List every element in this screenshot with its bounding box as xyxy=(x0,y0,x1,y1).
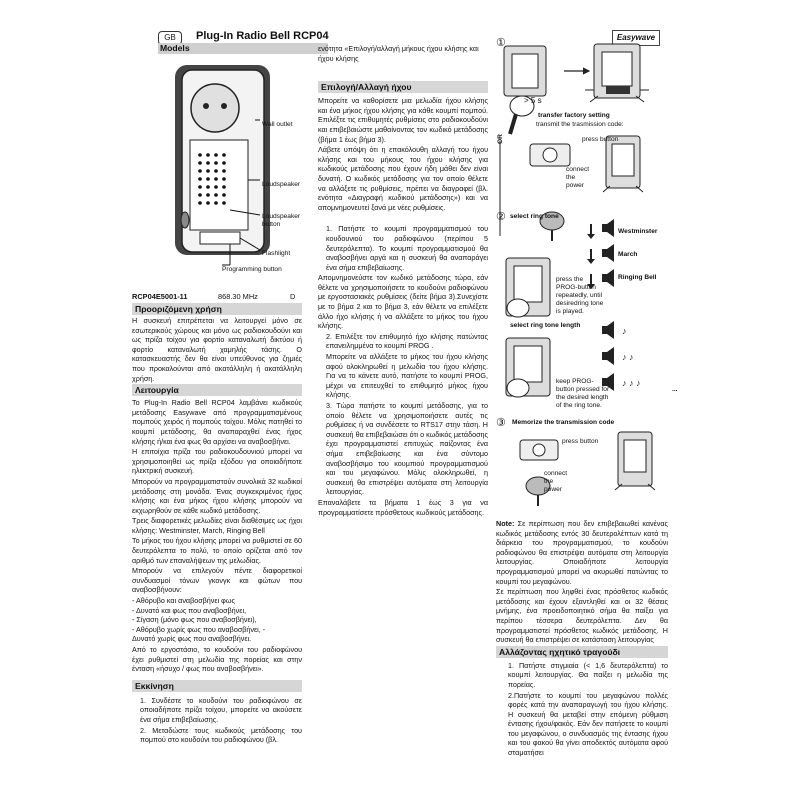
diagram-device-2 xyxy=(603,136,643,192)
change-p1: 1. Πατήστε στιγμιαία (< 1,6 δευτερόλεπτα) το κουμπί λειτουργίας. Θα παίξει η μελωδία της πορείας. xyxy=(508,660,668,689)
startup-p1: 1. Συνδέστε το κουδούνι του ραδιοφώνου σε οποιαδήποτε πρίζα τοίχου, μπορείτε να ακούσετε ένα σήμα επιβεβαίωσης. xyxy=(140,695,302,724)
label-ringing-bell: Ringing Bell xyxy=(618,274,657,281)
diagram-device-1b xyxy=(585,44,649,102)
label-transfer-factory: transfer factory setting xyxy=(538,112,610,119)
startup-p2: 2. Μεταδώστε τους κωδικούς μετάδοσης του πομπού στο κουδούνι του ραδιοφώνου (βλ. xyxy=(140,725,302,745)
label-westminster: Westminster xyxy=(618,228,658,235)
select-p1: Μπορείτε να καθορίσετε μια μελωδία ήχου κλήσης και ένα μήκος ήχου κλήσης για κάθε κουμπί πομπού. Επιλέξτε τις επιθυμητές ρυθμίσεις στο ραδιοκουδούνι και επιβεβαιώστε μαθαίνοντας τον κωδικό μετάδοσης (βήμα 1 έως βήμα 3). xyxy=(318,96,488,144)
diagram-device-4 xyxy=(506,338,550,397)
label-ellipsis: ... xyxy=(672,386,678,393)
operation-p2: Η επιτοίχια πρίζα του ραδιοκουδουνιού μπορεί να χρησιμοποιηθεί ως πρίζα εξόδου για οποιαδήποτε ηλεκτρική συσκευή. xyxy=(132,447,302,476)
label-transmit-code: transmit the trasmission code: xyxy=(536,121,624,128)
diagram-device-5 xyxy=(615,432,655,490)
heading-select-tone: Επιλογή/Αλλαγή ήχου xyxy=(318,81,488,93)
model-letter: D xyxy=(290,292,296,301)
label-press-prog: press the PROG-button repeatedly, until desiredring tone is played. xyxy=(556,276,604,315)
step-3b: Επαναλάβετε τα βήματα 1 έως 3 για να προγραμματίσετε πρόσθετους κωδικούς μετάδοσης. xyxy=(318,497,488,517)
label-keep-prog: keep PROG- button pressed for the desired length of the ring tone. xyxy=(556,378,610,409)
select-top-text: ενότητα «Επιλογή/αλλαγή μήκους ήχου κλήσης και ήχου κλήσης xyxy=(318,44,479,63)
column-2 xyxy=(318,44,488,518)
heading-change-tone: Αλλάζοντας ηχητικό τραγούδι xyxy=(496,646,668,658)
device-illustration xyxy=(160,60,330,285)
step-1b: Απομνημονεύστε τον κωδικό μετάδοσης τώρα, εάν θέλετε να χρησιμοποιήσετε το κουδούνι ραδιοφώνου με εργοστασιακές ρυθμίσεις (δείτε βήμα 3).Συνεχίστε με το βήμα 2 και το βήμα 3, εάν θέλετε να επιλέξετε άλλο ήχο κλήσης ή να αλλάξετε το μήκος του ήχου κλήσης. xyxy=(318,273,488,331)
label-loudspeaker-button: Loudspeaker button xyxy=(262,213,301,228)
label-flashlight: Flashlight xyxy=(262,250,291,257)
operation-p4: Τρεις διαφορετικές μελωδίες είναι διαθέσιμες ως ήχοι κλήσης: Westminster, March, Ringing Bell xyxy=(132,516,302,535)
svg-text:♪ ♪: ♪ ♪ xyxy=(622,352,634,362)
model-code: RCP04E5001-11 xyxy=(132,292,188,301)
select-p2: Λάβετε υπόψη ότι η επακόλουθη αλλαγή του ήχου κλήσης και του μήκους του ήχου κλήσης για κωδικούς μετάδοσης που έχουν ήδη μάθει δεν είναι δυνατή. Ο κωδικός μετάδοσης για τον οποίο θέλετε να αλλάξετε τις ρυθμίσεις, πρέπει να διαγραφεί (βλ. ενότητα «Διαγραφή κωδικού μετάδοσης») και να απομνημονευτεί ξανά με νέες ρυθμίσεις. xyxy=(318,145,488,212)
heading-intended-use: Προοριζόμενη χρήση xyxy=(132,303,302,315)
label-or: OR xyxy=(496,134,504,144)
label-loudspeaker: Loudspeaker xyxy=(262,181,301,188)
operation-p5: Το μήκος του ήχου κλήσης μπορεί να ρυθμιστεί σε 60 δευτερόλεπτα το πολύ, το οποίο ορίζεται από τον αριθμό των επαναλήψεων της μελωδίας. xyxy=(132,536,302,565)
operation-list: - Αθόρυβο και αναβοσβήνει φως - Δυνατό και φως που αναβοσβήνει, - Σίγαση (μόνο φως που αναβοσβήνει), - Αθόρυβο χωρίς φως που αναβοσβήνει, - Δυνατό χωρίς φως που αναβοσβήνει. xyxy=(132,596,266,644)
diagram-device-3 xyxy=(506,258,550,317)
label-press-button-2: press button xyxy=(562,438,599,445)
model-frequency: 868.30 MHz xyxy=(218,292,258,301)
operation-p1: Το Plug-In Radio Bell RCP04 λαμβάνει κωδικούς μετάδοσης Easywave από προγραμματισμένους πομπούς χειρός ή πομπούς τοίχου. Μόλις πατηθεί το κουμπί μετάδοσης, θα αναπαραχθεί ένας ήχος κλήσης ή/και ένα φως θα αρχίσει να αναβοσβήνει. xyxy=(132,398,302,446)
note-paragraph xyxy=(496,519,668,586)
label-programming-button: Programming button xyxy=(222,266,282,273)
diagram-step-3-number: ③ xyxy=(496,417,506,429)
heading-startup: Εκκίνηση xyxy=(132,680,302,692)
operation-p7: Από το εργοστάσιο, το κουδούνι του ραδιοφώνου έχει ρυθμιστεί στη μελωδία της πορείας και στην ένταση «ήσυχο / φως που αναβοσβήνει». xyxy=(132,645,302,674)
step-1: 1. Πατήστε το κουμπί προγραμματισμού του κουδουνιού του ραδιοφώνου (περίπου 5 δευτερόλεπτα). Το κουμπί προγραμματισμού θα αναβοσβήνει αργά και η συσκευή θα αναπαράγει ένα σήμα επιβεβαίωσης. xyxy=(326,224,488,272)
column-1 xyxy=(132,316,302,746)
label-march: March xyxy=(618,251,638,258)
note-text: Σε περίπτωση που δεν επιβεβαιωθεί κανένας κωδικός μετάδοσης εντός 30 δευτερολέπτων κατά τη διάρκεια του προγραμματισμού, το κουδούνι ραδιοφώνου θα επιστρέψει αυτόματα στη λειτουργία λειτουργίας. Οποιαδήποτε λειτουργία προγραμματισμού μπορεί να ακυρωθεί πατώντας το κουμπί του μεγαφώνου. xyxy=(496,519,668,586)
label-connect-power: connect the power xyxy=(566,166,590,189)
brand-logo: Easywave xyxy=(612,30,660,46)
label-connect-power-2: connect the power xyxy=(544,470,568,493)
label-memorize: Memorize the transmission code xyxy=(512,419,615,426)
speaker-icons-tone xyxy=(602,219,614,287)
diagram-transmitter xyxy=(530,144,570,166)
change-p2: 2.Πατήστε το κουμπί του μεγαφώνου πολλές φορές κατά την αναπαραγωγή του ήχου κλήσης. Η συσκευή θα μεταβεί στην επόμενη ρύθμιση έντασης ήχου/φακός. Εάν δεν πατήσετε το κουμπί του μεγαφώνου, ο συνδυασμός της έντασης ήχου και του φακού θα γίνει αποδεκτός αυτόματα αφού σταματήσει xyxy=(508,690,668,758)
step-2b: Μπορείτε να αλλάξετε το μήκος του ήχου κλήσης αφού ολοκληρωθεί η μελωδία του ήχου κλήσης. Για να το κάνετε αυτό, πατήστε το κουμπί PROG, μέχρι να επιτευχθεί το επιθυμητό μήκος ήχου κλήσης. xyxy=(326,352,488,400)
label-select-ring-length: select ring tone length xyxy=(510,322,581,329)
diagram-step-1-number: ① xyxy=(496,37,506,49)
page-title: Plug-In Radio Bell RCP04 xyxy=(196,30,329,42)
intended-use-text: Η συσκευή επιτρέπεται να λειτουργεί μόνο σε εσωτερικούς χώρους και μόνο ως ραδιοκουδούνι και ως πρίζα τοίχου για φορτίο καταναλωτή δικτύου ή φορτίο καταναλωτή χαμηλής τάσης. Ο κατασκευαστής δεν θα είναι υπεύθυνος για ζημιές που προκαλούνται από ακατάλληλη ή ακατάλληλη χρήση. xyxy=(132,316,302,383)
label-gt5s: > 5 s xyxy=(524,96,542,105)
models-label: Models xyxy=(158,43,328,54)
diagram-transmitter-3 xyxy=(520,440,558,460)
svg-text:♪ ♪ ♪: ♪ ♪ ♪ xyxy=(622,378,641,388)
diagram-step-2-number: ② xyxy=(496,211,506,223)
svg-text:♪: ♪ xyxy=(622,326,627,336)
label-select-ring-tone: select ring tone xyxy=(510,213,559,220)
note-label: Note: xyxy=(496,519,515,528)
column-3 xyxy=(496,519,668,759)
step-3: 3. Τώρα πατήστε το κουμπί μετάδοσης, για το οποίο θέλετε να χρησιμοποιήσετε αυτές τις ρυθμίσεις ή να συνδέσετε το RTS17 στην τάση. Η συσκευή θα επιβεβαιώσει ότι ο κωδικός μετάδοσης έχει προγραμματιστεί επιτυχώς παίζοντας ένα σήμα επιβεβαίωσης και ένα σύντομο αναβοσβήσιμο του κουμπιού προγραμματισμού και του μεγαφώνου. Μόλις ολοκληρωθεί, η συσκευή θα επιστρέψει αυτόματα στη λειτουργία λειτουργίας. xyxy=(326,401,488,497)
step-2: 2. Επιλέξτε τον επιθυμητό ήχο κλήσης πατώντας επανειλημμένα το κουμπί PROG . xyxy=(326,331,488,351)
heading-operation: Λειτουργία xyxy=(132,384,302,396)
label-press-button: press button xyxy=(582,136,619,143)
operation-p6: Μπορούν να επιλεγούν πέντε διαφορετικοί συνδυασμοί τόνων γκονγκ και φώτων που αναβοσβήνουν: xyxy=(132,566,302,595)
note-p2: Σε περίπτωση που ληφθεί ένας πρόσθετος κωδικός μετάδοσης και έχουν εξαντληθεί και οι 32 θέσεις μνήμης, ένα προειδοποιητικό σήμα θα παίξει για περίπου τέσσερα δευτερόλεπτα. Δεν θα προγραμματιστεί πρόσθετος κωδικός μετάδοσης. Η συσκευή θα επιστρέψει σε κατάσταση λειτουργίας xyxy=(496,587,668,645)
label-wall-outlet: Wall outlet xyxy=(262,121,293,128)
language-badge: GB xyxy=(158,31,182,45)
operation-p3: Μπορούν να προγραμματιστούν συνολικά 32 κωδικοί μετάδοσης στη μονάδα. Ένας συγκεκριμένος ήχος κλήσης και ένα μήκος ήχου κλήσης μπορούν να εκχωρηθούν σε κάθε κωδικό μετάδοσης. xyxy=(132,476,302,515)
